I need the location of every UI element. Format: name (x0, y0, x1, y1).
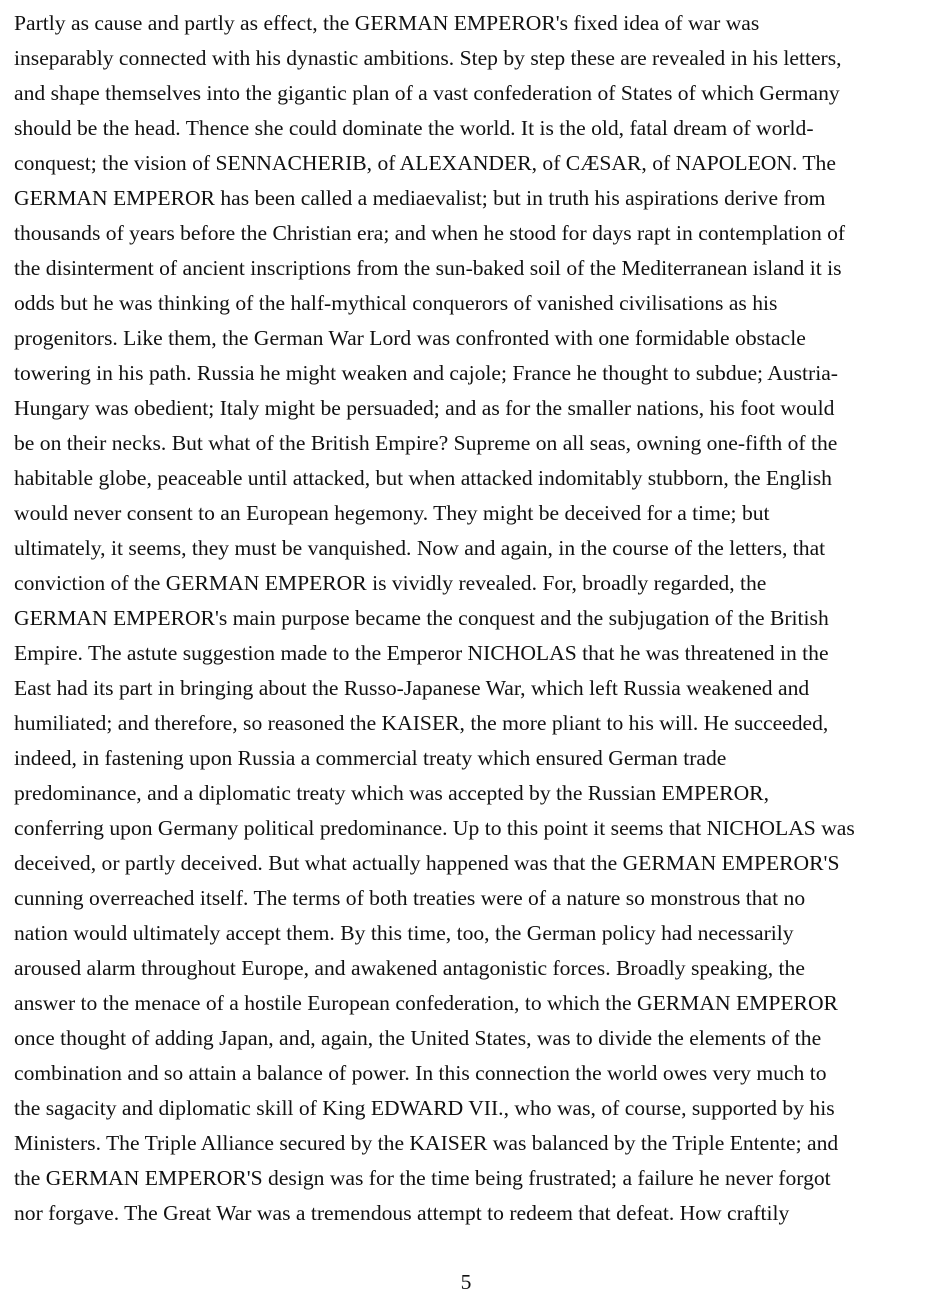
text-line: the GERMAN EMPEROR'S design was for the time being frustrated; a failure he never forgot (14, 1166, 831, 1190)
page-number: 5 (460, 1270, 472, 1294)
text-line: deceived, or partly deceived. But what actually happened was that the GERMAN EMPEROR'S (14, 851, 840, 875)
text-line: humiliated; and therefore, so reasoned the KAISER, the more pliant to his will. He succeeded, (14, 711, 829, 735)
text-line: aroused alarm throughout Europe, and awakened antagonistic forces. Broadly speaking, the (14, 956, 805, 980)
text-line: Ministers. The Triple Alliance secured by the KAISER was balanced by the Triple Entente; and (14, 1131, 839, 1155)
text-line: Hungary was obedient; Italy might be persuaded; and as for the smaller nations, his foot would (14, 396, 835, 420)
text-line: conferring upon Germany political predominance. Up to this point it seems that NICHOLAS was (14, 816, 855, 840)
text-line: nation would ultimately accept them. By this time, too, the German policy had necessarily (14, 921, 794, 945)
text-line: inseparably connected with his dynastic ambitions. Step by step these are revealed in his letters, (14, 46, 842, 70)
text-line: conviction of the GERMAN EMPEROR is vividly revealed. For, broadly regarded, the (14, 571, 767, 595)
text-line: East had its part in bringing about the Russo-Japanese War, which left Russia weakened and (14, 676, 810, 700)
text-line: would never consent to an European hegemony. They might be deceived for a time; but (14, 501, 770, 525)
text-line: habitable globe, peaceable until attacked, but when attacked indomitably stubborn, the English (14, 466, 832, 490)
text-line: odds but he was thinking of the half-mythical conquerors of vanished civilisations as his (14, 291, 778, 315)
text-line: combination and so attain a balance of power. In this connection the world owes very much to (14, 1061, 827, 1085)
text-line: the sagacity and diplomatic skill of King EDWARD VII., who was, of course, supported by his (14, 1096, 835, 1120)
text-line: nor forgave. The Great War was a tremendous attempt to redeem that defeat. How craftily (14, 1201, 790, 1225)
text-line: answer to the menace of a hostile European confederation, to which the GERMAN EMPEROR (14, 991, 838, 1015)
text-line: towering in his path. Russia he might weaken and cajole; France he thought to subdue; Austria- (14, 361, 838, 385)
text-line: be on their necks. But what of the British Empire? Supreme on all seas, owning one-fifth of the (14, 431, 838, 455)
body-paragraph (14, 6, 930, 1231)
text-line: once thought of adding Japan, and, again, the United States, was to divide the elements of the (14, 1026, 822, 1050)
text-line: predominance, and a diplomatic treaty which was accepted by the Russian EMPEROR, (14, 781, 769, 805)
text-line: thousands of years before the Christian era; and when he stood for days rapt in contemplation of (14, 221, 846, 245)
text-line: ultimately, it seems, they must be vanquished. Now and again, in the course of the letters, that (14, 536, 826, 560)
text-line: indeed, in fastening upon Russia a commercial treaty which ensured German trade (14, 746, 727, 770)
text-line: Empire. The astute suggestion made to the Emperor NICHOLAS that he was threatened in the (14, 641, 829, 665)
text-line: Partly as cause and partly as effect, the GERMAN EMPEROR's fixed idea of war was (14, 11, 760, 35)
text-line: cunning overreached itself. The terms of both treaties were of a nature so monstrous that no (14, 886, 806, 910)
text-line: GERMAN EMPEROR's main purpose became the conquest and the subjugation of the British (14, 606, 829, 630)
text-line: progenitors. Like them, the German War Lord was confronted with one formidable obstacle (14, 326, 806, 350)
text-line: should be the head. Thence she could dominate the world. It is the old, fatal dream of world- (14, 116, 814, 140)
text-line: the disinterment of ancient inscriptions from the sun-baked soil of the Mediterranean island it is (14, 256, 842, 280)
text-line: and shape themselves into the gigantic plan of a vast confederation of States of which Germany (14, 81, 840, 105)
text-line: GERMAN EMPEROR has been called a mediaevalist; but in truth his aspirations derive from (14, 186, 826, 210)
text-line: conquest; the vision of SENNACHERIB, of ALEXANDER, of CÆSAR, of NAPOLEON. The (14, 151, 836, 175)
